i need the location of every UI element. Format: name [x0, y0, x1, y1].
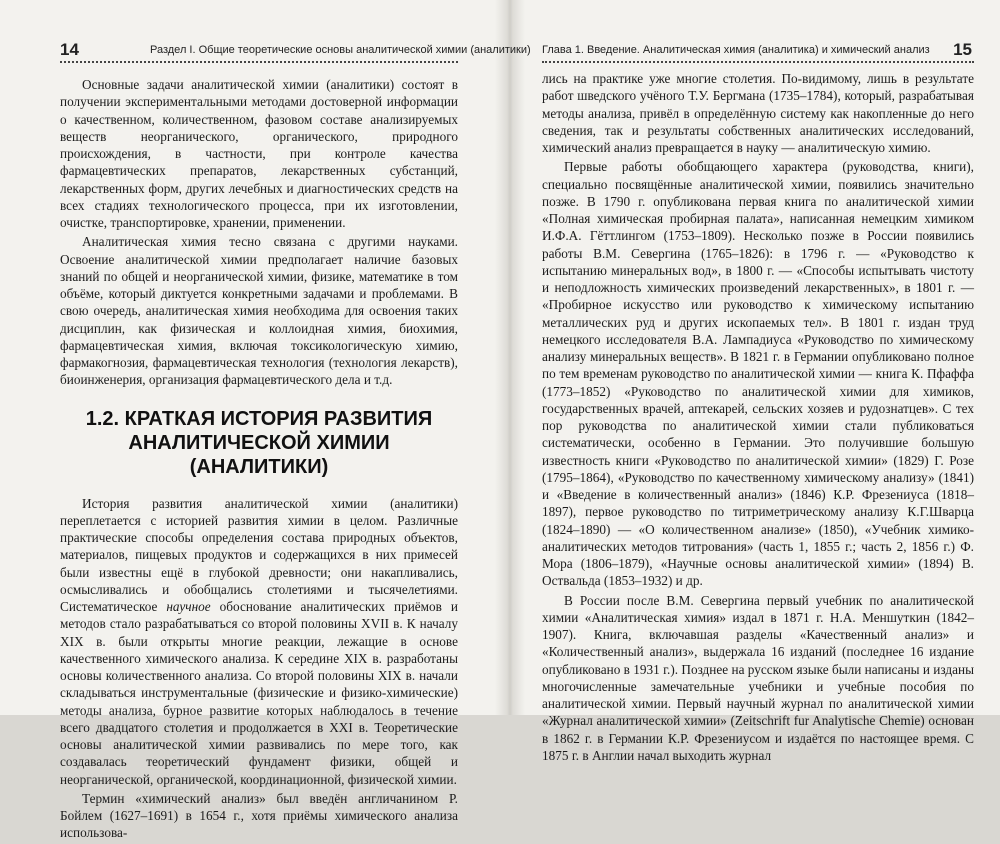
section-heading-line: 1.2. КРАТКАЯ ИСТОРИЯ РАЗВИТИЯ — [85, 407, 433, 430]
paragraph: Термин «химический анализ» был введён англичанином Р. Бойлем (1627–1691) в 1654 г., хотя приёмы химического анализа использова- — [60, 790, 458, 841]
right-page-body — [542, 70, 974, 766]
text-run: обоснование аналитических приёмов и методов стало разрабатываться со второй половины XVII в. К началу XIX в. были открыты многие реакции, лежащие в основе качественного химического анализа. К середине XIX в. разработаны основы количественного анализа. Со второй половины XIX в. начали складываться инструментальные (физические и физико-химические) методы анализа, бурное развитие которых наблюдалось в течение всего двадцатого столетия и продолжается в XXI в. Теоретические основы аналитической химии развивались по мере того, как создавалась теоретический фундамент физики, общей и неорганической, органической, координационной, физической химии. — [60, 599, 458, 787]
header-rule — [542, 61, 974, 63]
right-page — [522, 0, 1000, 763]
left-page-header — [60, 40, 531, 62]
running-head: Раздел I. Общие теоретические основы аналитической химии (аналитики) — [150, 44, 531, 56]
section-heading — [60, 407, 458, 479]
header-rule — [60, 61, 458, 63]
right-page-header — [542, 40, 972, 62]
left-page-body — [60, 76, 458, 844]
page-number: 14 — [60, 40, 79, 59]
page-number: 15 — [953, 40, 972, 59]
book-gutter — [495, 0, 525, 715]
paragraph — [60, 495, 458, 788]
paragraph: В России после В.М. Севергина первый учебник по аналитической химии «Аналитическая химия» издал в 1871 г. Н.А. Меншуткин (1842–1907). Книга, включавшая разделы «Качественный анализ» и «Количественный анализ», выдержала 16 изданий (последнее 16 издание опубликовано в 1931 г.). Позднее на русском языке были написаны и изданы многочисленные замечательные учебники и учебные пособия по аналитической химии. Первый научный журнал по аналитической химии «Журнал аналитической химии» (Zeitschrift fur Analytische Chemie) основан в 1862 г. в Германии К.Р. Фрезениусом и издаётся по настоящее время. С 1875 г. в Англии начал выходить журнал — [542, 592, 974, 763]
italic-term: научное — [166, 599, 211, 614]
paragraph: лись на практике уже многие столетия. По-видимому, лишь в результате работ шведского учёного Т.У. Бергмана (1735–1784), который, разрабатывая методы анализа, привёл в определённую систему как накопленные до него сведения, так и результаты собственных аналитических исследований, химический анализ превращается в науку — аналитическую химию. — [542, 71, 974, 155]
paragraph: Основные задачи аналитической химии (аналитики) состоят в получении экспериментальными методами достоверной информации о качественном, количественном, фазовом составе анализируемых веществ неорганического, органического, природного происхождения, в частности, при контроле качества фармацевтических препаратов, лекарственных субстанций, лекарственных форм, других лечебных и диагностических средств на всех стадиях технологического процесса, при их изготовлении, очистке, транспортировке, хранении, применении. — [60, 77, 458, 230]
text-run: История развития аналитической химии (аналитики) переплетается с историей развития химии в целом. Различные практические способы определения состава природных объектов, материалов, пищевых продуктов и содержащихся в них примесей были известны ещё в глубокой древности; они накапливались, осмысливались и обобщались столетиями и тысячелетиями. Систематическое — [60, 495, 458, 614]
running-head: Глава 1. Введение. Аналитическая химия (аналитика) и химический анализ — [542, 44, 930, 56]
paragraph: Первые работы обобщающего характера (руководства, книги), специально посвящённые аналитической химии, появились значительно позже. В 1790 г. опубликована первая книга по аналитической химии «Полная химическая пробирная палата», написанная немецким химиком И.Ф.А. Гёттлингом (1753–1809). Несколько позже в России появились работы В.М. Севергина (1765–1826): в 1796 г. — «Руководство к испытанию минеральных вод», в 1800 г. — «Способы испытывать чистоту и неподложность химических произведений лекарственных», в 1801 г. — «Пробирное искусство или руководство к химическому испытанию металлических руд и других ископаемых тел». В 1801 г. издан труд немецкого исследователя В.А. Лампадиуса «Руководство по химическому анализу минеральных веществ». В 1821 г. в Германии опубликовано полное по тем временам руководство по аналитической химии — книга К. Пфаффа (1773–1852) «Руководство по аналитической химии для химиков, государственных врачей, аптекарей, сельских хозяев и рудознатцев». С тех пор руководства по аналитической химии стали публиковаться систематически, особенно в Германии. Это получившие большую известность книги «Руководство по аналитической химии» (1829) Г. Розе (1795–1864), «Руководство по качественному химическому анализу» (1841) и «Введение в количественный анализ» (1846) К.Р. Фрезениуса (1818–1897), первое руководство по титриметрическому анализу К.Г.Шварца (1824–1890) — «О количественном анализе» (1850), «Учебник химико-аналитических методов титрования» (часть 1, 1855 г.; часть 2, 1856 г.) Ф. Мора (1806–1879), «Научные основы аналитической химии» (1894) В. Оствальда (1853–1932) и др. — [542, 159, 974, 589]
paragraph: Аналитическая химия тесно связана с другими науками. Освоение аналитической химии предполагает наличие базовых знаний по общей и неорганической химии, физике, математике в том объёме, который диктуется конкретными задачами и проблемами. В свою очередь, аналитическая химия необходима для освоения таких дисциплин, как физическая и коллоидная химия, биохимия, фармацевтическая химия, включая токсикологическую химию, фармакогнозия, фармацевтическая технология (технология лекарств), биоинженерия, организация фармацевтического дела и т.д. — [60, 234, 458, 388]
section-heading-line: АНАЛИТИЧЕСКОЙ ХИМИИ (АНАЛИТИКИ) — [128, 431, 390, 478]
